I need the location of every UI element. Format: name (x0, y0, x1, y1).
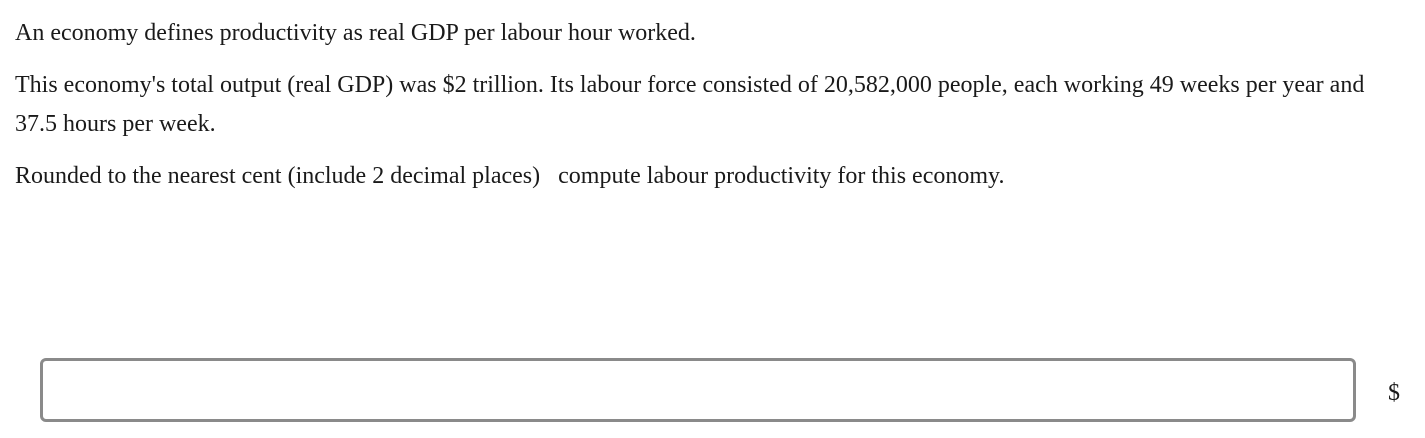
question-line-instruction: Rounded to the nearest cent (include 2 decimal places) compute labour productivity for this economy. (15, 163, 1005, 189)
currency-unit-label: $ (1388, 380, 1400, 406)
question-line-definition: An economy defines productivity as real GDP per labour hour worked. (15, 20, 696, 46)
question-text (15, 14, 1410, 209)
answer-input[interactable] (40, 358, 1356, 422)
question-line-data: This economy's total output (real GDP) was $2 trillion. Its labour force consisted of 20,582,000 people, each working 49 weeks per year and 37.5 hours per week. (15, 72, 1365, 137)
